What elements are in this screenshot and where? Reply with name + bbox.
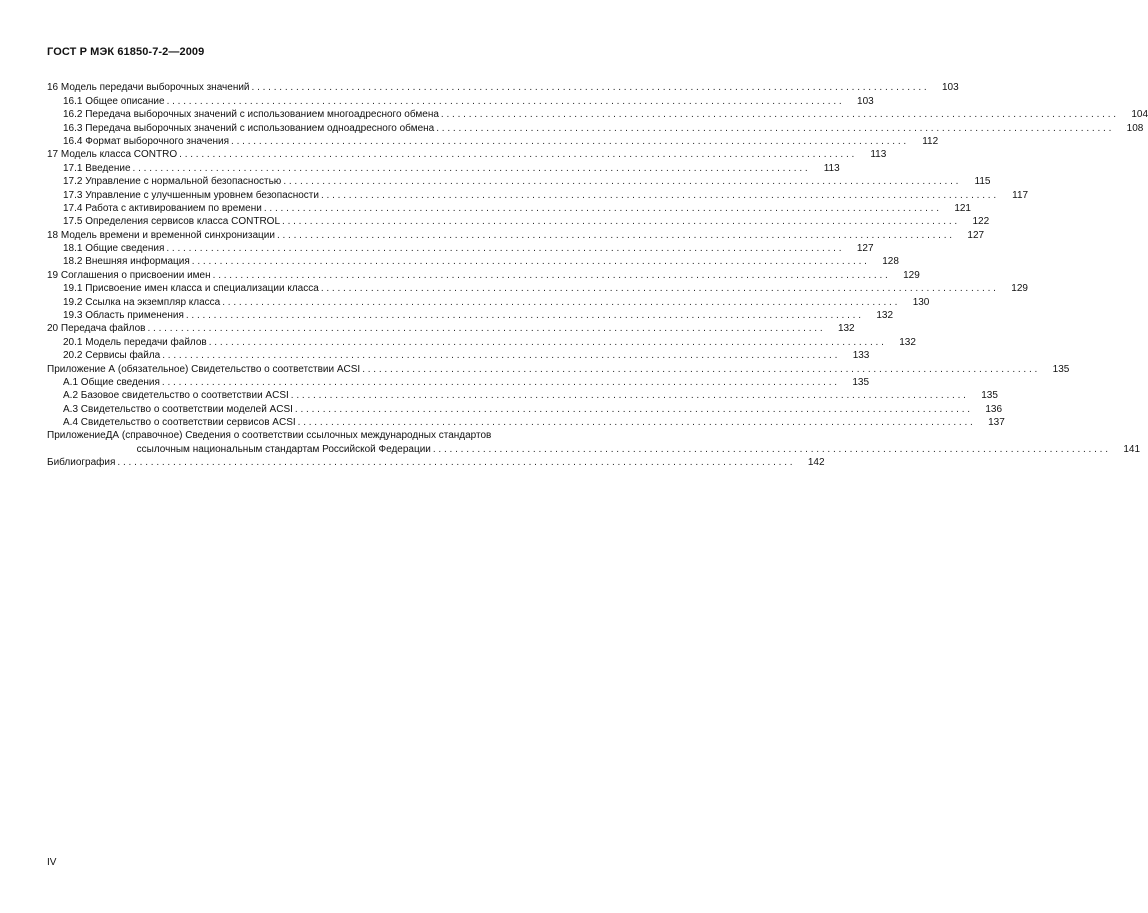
toc-entry[interactable] bbox=[47, 242, 874, 255]
toc-entry-bibliography-page: 142 bbox=[807, 456, 825, 468]
leader-dots bbox=[277, 229, 952, 242]
toc-entry-page: 113 bbox=[870, 149, 887, 161]
toc-entry[interactable] bbox=[47, 362, 1070, 375]
toc-entry[interactable] bbox=[47, 282, 1028, 295]
document-header: ГОСТ Р МЭК 61850-7-2—2009 bbox=[47, 46, 205, 58]
toc-entry-appendix-da[interactable] bbox=[47, 429, 1141, 455]
leader-dots bbox=[252, 81, 927, 94]
toc-entry-page: 132 bbox=[837, 323, 855, 335]
leader-dots bbox=[166, 242, 841, 255]
toc-entry-title: 16.1 Общее описание bbox=[63, 95, 165, 107]
toc-entry-page: 103 bbox=[941, 82, 959, 94]
toc-entry-title: А.4 Свидетельство о соответствии сервисов ACSI bbox=[63, 417, 296, 429]
toc-entry-page: 136 bbox=[985, 403, 1003, 415]
toc-entry-page: 135 bbox=[1052, 363, 1070, 375]
toc-entry-page: 127 bbox=[856, 243, 874, 255]
toc-entry[interactable] bbox=[47, 268, 920, 281]
toc-entry[interactable] bbox=[47, 148, 887, 161]
toc-entry-page: 127 bbox=[967, 229, 985, 241]
leader-dots bbox=[295, 403, 970, 416]
toc-entry[interactable] bbox=[47, 161, 840, 174]
toc-entry[interactable] bbox=[47, 402, 1003, 415]
toc-entry[interactable] bbox=[47, 349, 870, 362]
toc-entry-title: 19 Соглашения о присвоении имен bbox=[47, 269, 211, 281]
toc-entry-bibliography-title: Библиография bbox=[47, 456, 116, 468]
toc-entry-title: А.1 Общие сведения bbox=[63, 376, 160, 388]
toc-entry-page: 129 bbox=[1011, 283, 1028, 295]
toc-entry-page: 121 bbox=[954, 202, 971, 214]
toc-entry-page: 128 bbox=[882, 256, 899, 268]
toc-entry-page: 130 bbox=[912, 296, 930, 308]
toc-entry[interactable] bbox=[47, 255, 899, 268]
toc-entry-title: 18 Модель времени и временной синхронизации bbox=[47, 229, 275, 241]
toc-entry-title: 17 Модель класса CONTRO bbox=[47, 149, 178, 161]
toc-entry-page: 122 bbox=[972, 216, 990, 228]
leader-dots bbox=[192, 255, 867, 268]
toc-entry-page: 104 bbox=[1131, 109, 1148, 121]
leader-dots bbox=[436, 122, 1111, 135]
toc-entry[interactable] bbox=[47, 188, 1029, 201]
toc-entry[interactable] bbox=[47, 389, 998, 402]
toc-entry-title: 20 Передача файлов bbox=[47, 323, 146, 335]
toc-entry-page: 113 bbox=[823, 162, 840, 174]
toc-entry-appendix-da-page: 141 bbox=[1123, 443, 1141, 455]
toc-entry-page: 132 bbox=[899, 336, 916, 348]
toc-entry-page: 108 bbox=[1126, 122, 1144, 134]
toc-entry-title: 16 Модель передачи выборочных значений bbox=[47, 82, 250, 94]
toc-entry[interactable] bbox=[47, 202, 971, 215]
leader-dots bbox=[117, 456, 792, 469]
toc-entry-title: Приложение А (обязательное) Свидетельство о соответствии ACSI bbox=[47, 363, 361, 375]
toc-entry-title: 17.3 Управление с улучшенным уровнем безопасности bbox=[63, 189, 319, 201]
toc-entry-page: 103 bbox=[857, 95, 874, 107]
toc-entry[interactable] bbox=[47, 121, 1144, 134]
toc-entry-page: 132 bbox=[876, 310, 894, 322]
toc-entry-title: 20.1 Модель передачи файлов bbox=[63, 336, 207, 348]
toc-entry-title: 17.2 Управление с нормальной безопасностью bbox=[63, 176, 282, 188]
toc-entry-page: 135 bbox=[852, 376, 870, 388]
toc-entry[interactable] bbox=[47, 94, 874, 107]
toc-entry[interactable] bbox=[47, 108, 1148, 121]
leader-dots bbox=[167, 95, 842, 108]
leader-dots bbox=[291, 389, 966, 402]
toc-entry-title: 17.1 Введение bbox=[63, 162, 131, 174]
toc-entry-title: 16.4 Формат выборочного значения bbox=[63, 135, 230, 147]
page-number: IV bbox=[47, 857, 57, 868]
toc-entry-title: 18.2 Внешняя информация bbox=[63, 256, 190, 268]
leader-dots bbox=[179, 148, 854, 161]
toc-entry[interactable] bbox=[47, 416, 1005, 429]
toc-entry-title: 16.2 Передача выборочных значений с использованием многоадресного обмена bbox=[63, 109, 439, 121]
toc-entry-page: 133 bbox=[852, 350, 870, 362]
toc-entry[interactable] bbox=[47, 309, 894, 322]
toc-entry[interactable] bbox=[47, 228, 985, 241]
leader-dots bbox=[162, 349, 837, 362]
toc-entry[interactable] bbox=[47, 135, 939, 148]
toc-entry-title: 20.2 Сервисы файла bbox=[63, 350, 161, 362]
leader-dots bbox=[362, 363, 1037, 376]
leader-dots bbox=[162, 376, 837, 389]
toc-entry-page: 137 bbox=[988, 417, 1005, 429]
toc-entry-page: 129 bbox=[903, 269, 920, 281]
toc-entry[interactable] bbox=[47, 335, 916, 348]
table-of-contents bbox=[47, 81, 1148, 469]
toc-entry-title: 19.3 Область применения bbox=[63, 310, 184, 322]
leader-dots bbox=[209, 336, 884, 349]
leader-dots bbox=[213, 269, 888, 282]
leader-dots bbox=[186, 309, 861, 322]
toc-entry-page: 112 bbox=[922, 135, 939, 147]
toc-entry-title: 19.1 Присвоение имен класса и специализации класса bbox=[63, 283, 319, 295]
toc-entry[interactable] bbox=[47, 295, 930, 308]
leader-dots bbox=[283, 175, 958, 188]
toc-entry-title: 19.2 Ссылка на экземпляр класса bbox=[63, 296, 221, 308]
toc-entry-page: 115 bbox=[974, 176, 991, 188]
leader-dots bbox=[433, 443, 1108, 456]
toc-entry[interactable] bbox=[47, 175, 991, 188]
leader-dots bbox=[133, 162, 808, 175]
toc-entry[interactable] bbox=[47, 322, 855, 335]
toc-entry-bibliography[interactable] bbox=[47, 456, 825, 469]
leader-dots bbox=[321, 282, 996, 295]
toc-entry-page: 117 bbox=[1012, 189, 1029, 201]
toc-entry-title: 17.4 Работа с активированием по времени bbox=[63, 202, 262, 214]
toc-entry-title: 17.5 Определения сервисов класса CONTROL bbox=[63, 216, 281, 228]
toc-entry-appendix-da-line2: ссылочным национальным стандартам Российской Федерации bbox=[136, 443, 431, 455]
toc-entry-title: А.2 Базовое свидетельство о соответствии ACSI bbox=[63, 390, 289, 402]
leader-dots bbox=[282, 215, 957, 228]
leader-dots bbox=[264, 202, 939, 215]
toc-entry[interactable] bbox=[47, 376, 870, 389]
leader-dots bbox=[147, 322, 822, 335]
leader-dots bbox=[231, 135, 906, 148]
toc-entry-appendix-da-line2-row bbox=[106, 442, 1140, 455]
toc-entry-title: 16.3 Передача выборочных значений с использованием одноадресного обмена bbox=[63, 122, 435, 134]
leader-dots bbox=[321, 189, 996, 202]
leader-dots bbox=[222, 296, 897, 309]
toc-entry[interactable] bbox=[47, 215, 990, 228]
toc-entry-appendix-da-line1: ДА (справочное) Сведения о соответствии ссылочных международных стандартов bbox=[105, 430, 492, 442]
toc-entry[interactable] bbox=[47, 81, 959, 94]
toc-entry-title: 18.1 Общие сведения bbox=[63, 243, 165, 255]
toc-rows bbox=[47, 81, 1148, 429]
leader-dots bbox=[298, 416, 973, 429]
toc-entry-appendix-da-label: Приложение bbox=[47, 430, 106, 442]
leader-dots bbox=[441, 108, 1116, 121]
toc-entry-title: А.3 Свидетельство о соответствии моделей ACSI bbox=[63, 403, 293, 415]
toc-entry-appendix-da-body bbox=[106, 429, 1140, 455]
toc-entry-page: 135 bbox=[981, 390, 998, 402]
